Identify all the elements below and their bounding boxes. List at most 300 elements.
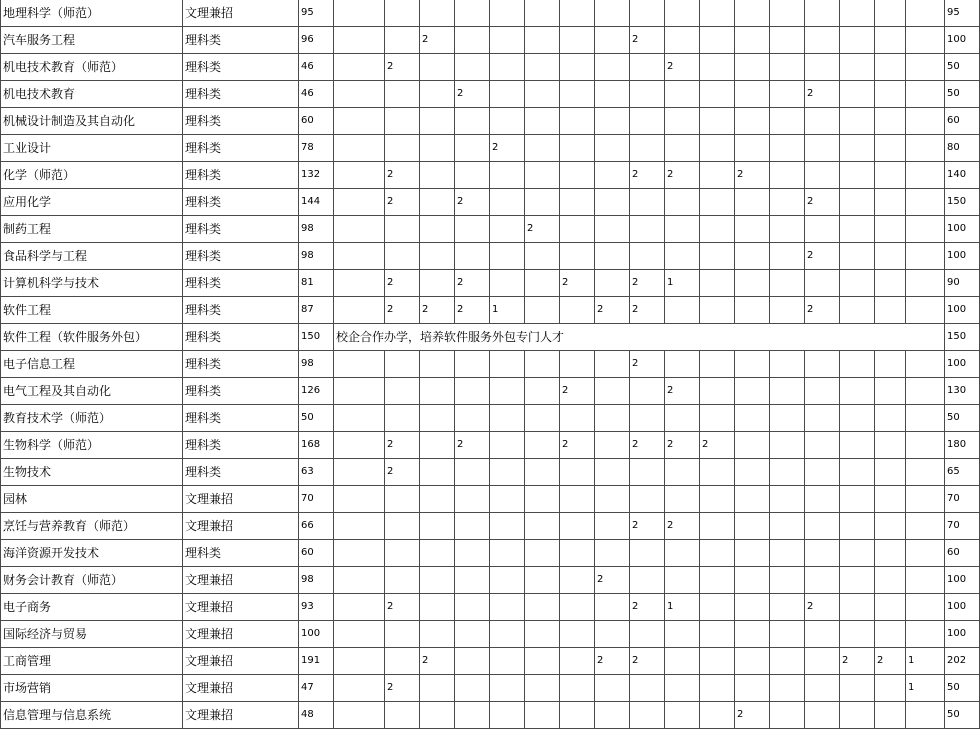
- province-quota-cell: [525, 270, 560, 297]
- province-quota-cell: [595, 81, 630, 108]
- province-quota-cell: [700, 81, 735, 108]
- province-quota-cell: [385, 135, 420, 162]
- province-quota-cell: [665, 216, 700, 243]
- province-quota-cell: [560, 459, 595, 486]
- total-count-cell: 65: [945, 459, 980, 486]
- table-row: [1, 405, 980, 432]
- province-quota-cell: [875, 162, 906, 189]
- province-quota-cell: 2: [735, 702, 770, 729]
- province-quota-cell: [665, 702, 700, 729]
- province-quota-cell: [595, 459, 630, 486]
- province-quota-cell: 2: [630, 297, 665, 324]
- province-quota-cell: [525, 162, 560, 189]
- province-quota-cell: [490, 621, 525, 648]
- province-quota-cell: [490, 702, 525, 729]
- total-count-cell: 100: [945, 567, 980, 594]
- category-cell: 文理兼招: [183, 675, 299, 702]
- province-quota-cell: [630, 540, 665, 567]
- province-quota-cell: [420, 567, 455, 594]
- province-quota-cell: [420, 81, 455, 108]
- province-quota-cell: [490, 432, 525, 459]
- plan-count-cell: 60: [299, 540, 334, 567]
- province-quota-cell: [595, 270, 630, 297]
- province-quota-cell: [420, 54, 455, 81]
- province-quota-cell: [735, 81, 770, 108]
- total-count-cell: 180: [945, 432, 980, 459]
- province-quota-cell: [735, 135, 770, 162]
- province-quota-cell: [770, 378, 805, 405]
- province-quota-cell: [700, 621, 735, 648]
- province-quota-cell: 2: [805, 594, 840, 621]
- major-name-cell: 市场营销: [1, 675, 183, 702]
- category-cell: 理科类: [183, 243, 299, 270]
- major-name-cell: 应用化学: [1, 189, 183, 216]
- province-quota-cell: [595, 621, 630, 648]
- major-name-cell: 电子信息工程: [1, 351, 183, 378]
- province-quota-cell: [385, 648, 420, 675]
- province-quota-cell: [770, 486, 805, 513]
- table-row: [1, 270, 980, 297]
- province-quota-cell: [595, 486, 630, 513]
- province-quota-cell: [525, 27, 560, 54]
- table-row: [1, 702, 980, 729]
- province-quota-cell: [525, 135, 560, 162]
- province-quota-cell: [805, 540, 840, 567]
- province-quota-cell: [906, 81, 945, 108]
- province-quota-cell: [420, 351, 455, 378]
- province-quota-cell: 2: [455, 270, 490, 297]
- province-quota-cell: [334, 297, 385, 324]
- province-quota-cell: [490, 648, 525, 675]
- province-quota-cell: [770, 513, 805, 540]
- plan-count-cell: 50: [299, 405, 334, 432]
- category-cell: 理科类: [183, 324, 299, 351]
- plan-count-cell: 87: [299, 297, 334, 324]
- province-quota-cell: [560, 594, 595, 621]
- province-quota-cell: 2: [385, 189, 420, 216]
- province-quota-cell: [840, 243, 875, 270]
- province-quota-cell: [735, 567, 770, 594]
- province-quota-cell: [334, 594, 385, 621]
- province-quota-cell: [840, 216, 875, 243]
- province-quota-cell: [805, 270, 840, 297]
- province-quota-cell: [420, 162, 455, 189]
- province-quota-cell: [420, 621, 455, 648]
- province-quota-cell: [665, 135, 700, 162]
- province-quota-cell: [595, 108, 630, 135]
- province-quota-cell: 2: [420, 27, 455, 54]
- province-quota-cell: [595, 27, 630, 54]
- province-quota-cell: [875, 621, 906, 648]
- province-quota-cell: [334, 486, 385, 513]
- province-quota-cell: [875, 54, 906, 81]
- province-quota-cell: [840, 702, 875, 729]
- total-count-cell: 90: [945, 270, 980, 297]
- province-quota-cell: [525, 648, 560, 675]
- province-quota-cell: [560, 27, 595, 54]
- province-quota-cell: [700, 648, 735, 675]
- province-quota-cell: [420, 405, 455, 432]
- province-quota-cell: [770, 135, 805, 162]
- category-cell: 理科类: [183, 405, 299, 432]
- major-name-cell: 机电技术教育（师范）: [1, 54, 183, 81]
- plan-count-cell: 126: [299, 378, 334, 405]
- province-quota-cell: 2: [385, 675, 420, 702]
- province-quota-cell: [334, 513, 385, 540]
- province-quota-cell: [770, 648, 805, 675]
- province-quota-cell: [700, 702, 735, 729]
- province-quota-cell: [334, 351, 385, 378]
- major-name-cell: 汽车服务工程: [1, 27, 183, 54]
- major-name-cell: 工商管理: [1, 648, 183, 675]
- province-quota-cell: [525, 621, 560, 648]
- province-quota-cell: 2: [630, 270, 665, 297]
- major-name-cell: 国际经济与贸易: [1, 621, 183, 648]
- province-quota-cell: [700, 0, 735, 27]
- province-quota-cell: [385, 567, 420, 594]
- province-quota-cell: [525, 513, 560, 540]
- province-quota-cell: [420, 243, 455, 270]
- province-quota-cell: [420, 378, 455, 405]
- province-quota-cell: [385, 351, 420, 378]
- province-quota-cell: [525, 54, 560, 81]
- plan-count-cell: 100: [299, 621, 334, 648]
- province-quota-cell: [455, 135, 490, 162]
- category-cell: 理科类: [183, 378, 299, 405]
- province-quota-cell: [630, 135, 665, 162]
- province-quota-cell: [595, 540, 630, 567]
- category-cell: 理科类: [183, 108, 299, 135]
- province-quota-cell: [560, 162, 595, 189]
- province-quota-cell: [630, 567, 665, 594]
- province-quota-cell: [455, 216, 490, 243]
- total-count-cell: 70: [945, 513, 980, 540]
- province-quota-cell: [770, 270, 805, 297]
- province-quota-cell: [665, 405, 700, 432]
- province-quota-cell: [490, 108, 525, 135]
- province-quota-cell: [906, 162, 945, 189]
- province-quota-cell: [700, 459, 735, 486]
- major-name-cell: 电子商务: [1, 594, 183, 621]
- category-cell: 文理兼招: [183, 594, 299, 621]
- province-quota-cell: [665, 243, 700, 270]
- major-name-cell: 计算机科学与技术: [1, 270, 183, 297]
- province-quota-cell: [334, 378, 385, 405]
- province-quota-cell: [455, 486, 490, 513]
- province-quota-cell: [420, 135, 455, 162]
- table-row: [1, 513, 980, 540]
- province-quota-cell: [700, 270, 735, 297]
- province-quota-cell: 2: [455, 81, 490, 108]
- province-quota-cell: [665, 297, 700, 324]
- major-name-cell: 软件工程: [1, 297, 183, 324]
- province-quota-cell: [525, 540, 560, 567]
- province-quota-cell: [735, 189, 770, 216]
- province-quota-cell: 2: [630, 27, 665, 54]
- province-quota-cell: [630, 702, 665, 729]
- province-quota-cell: [630, 378, 665, 405]
- category-cell: 理科类: [183, 54, 299, 81]
- province-quota-cell: [700, 297, 735, 324]
- table-row: [1, 108, 980, 135]
- province-quota-cell: [490, 0, 525, 27]
- province-quota-cell: [595, 0, 630, 27]
- province-quota-cell: [630, 405, 665, 432]
- total-count-cell: 100: [945, 243, 980, 270]
- province-quota-cell: [525, 405, 560, 432]
- province-quota-cell: [665, 351, 700, 378]
- province-quota-cell: [700, 189, 735, 216]
- province-quota-cell: [455, 108, 490, 135]
- province-quota-cell: [700, 351, 735, 378]
- province-quota-cell: [770, 162, 805, 189]
- province-quota-cell: [770, 675, 805, 702]
- province-quota-cell: [735, 378, 770, 405]
- province-quota-cell: [840, 81, 875, 108]
- province-quota-cell: [490, 27, 525, 54]
- province-quota-cell: 2: [420, 648, 455, 675]
- province-quota-cell: [595, 243, 630, 270]
- plan-count-cell: 46: [299, 81, 334, 108]
- province-quota-cell: [385, 702, 420, 729]
- category-cell: 理科类: [183, 162, 299, 189]
- province-quota-cell: [385, 216, 420, 243]
- province-quota-cell: [560, 189, 595, 216]
- province-quota-cell: [334, 648, 385, 675]
- province-quota-cell: [595, 54, 630, 81]
- province-quota-cell: [420, 216, 455, 243]
- major-name-cell: 海洋资源开发技术: [1, 540, 183, 567]
- province-quota-cell: [490, 216, 525, 243]
- plan-count-cell: 63: [299, 459, 334, 486]
- province-quota-cell: [525, 675, 560, 702]
- category-cell: 理科类: [183, 81, 299, 108]
- province-quota-cell: [840, 27, 875, 54]
- province-quota-cell: [735, 648, 770, 675]
- province-quota-cell: [525, 81, 560, 108]
- province-quota-cell: [334, 675, 385, 702]
- province-quota-cell: [770, 81, 805, 108]
- province-quota-cell: [525, 486, 560, 513]
- province-quota-cell: [875, 459, 906, 486]
- province-quota-cell: [735, 0, 770, 27]
- table-row: [1, 243, 980, 270]
- province-quota-cell: [735, 621, 770, 648]
- province-quota-cell: [525, 351, 560, 378]
- province-quota-cell: [770, 54, 805, 81]
- province-quota-cell: [805, 108, 840, 135]
- table-row: [1, 459, 980, 486]
- province-quota-cell: [665, 81, 700, 108]
- province-quota-cell: [770, 432, 805, 459]
- category-cell: 文理兼招: [183, 702, 299, 729]
- province-quota-cell: [560, 486, 595, 513]
- province-quota-cell: [875, 432, 906, 459]
- province-quota-cell: [875, 594, 906, 621]
- province-quota-cell: [840, 54, 875, 81]
- province-quota-cell: [735, 405, 770, 432]
- province-quota-cell: [770, 108, 805, 135]
- table-row: [1, 324, 980, 351]
- province-quota-cell: [735, 513, 770, 540]
- category-cell: 理科类: [183, 459, 299, 486]
- province-quota-cell: [906, 405, 945, 432]
- province-quota-cell: [805, 648, 840, 675]
- province-quota-cell: 2: [840, 648, 875, 675]
- province-quota-cell: [735, 243, 770, 270]
- province-quota-cell: [875, 0, 906, 27]
- province-quota-cell: [420, 270, 455, 297]
- plan-count-cell: 98: [299, 567, 334, 594]
- province-quota-cell: [840, 162, 875, 189]
- province-quota-cell: [906, 0, 945, 27]
- province-quota-cell: [455, 243, 490, 270]
- province-quota-cell: [840, 0, 875, 27]
- province-quota-cell: [840, 351, 875, 378]
- province-quota-cell: [420, 108, 455, 135]
- major-name-cell: 化学（师范）: [1, 162, 183, 189]
- province-quota-cell: 2: [630, 432, 665, 459]
- total-count-cell: 50: [945, 81, 980, 108]
- province-quota-cell: [805, 162, 840, 189]
- province-quota-cell: 2: [455, 432, 490, 459]
- province-quota-cell: [700, 594, 735, 621]
- province-quota-cell: [630, 216, 665, 243]
- province-quota-cell: [906, 378, 945, 405]
- province-quota-cell: [490, 54, 525, 81]
- province-quota-cell: 2: [560, 432, 595, 459]
- province-quota-cell: 2: [490, 135, 525, 162]
- province-quota-cell: [770, 567, 805, 594]
- province-quota-cell: [560, 351, 595, 378]
- province-quota-cell: 2: [805, 81, 840, 108]
- province-quota-cell: [665, 27, 700, 54]
- province-quota-cell: [490, 459, 525, 486]
- province-quota-cell: [630, 81, 665, 108]
- province-quota-cell: [490, 378, 525, 405]
- province-quota-cell: [700, 540, 735, 567]
- province-quota-cell: [334, 135, 385, 162]
- table-row: [1, 486, 980, 513]
- province-quota-cell: [700, 108, 735, 135]
- province-quota-cell: [770, 0, 805, 27]
- province-quota-cell: [490, 540, 525, 567]
- province-quota-cell: 2: [665, 378, 700, 405]
- province-quota-cell: [735, 594, 770, 621]
- province-quota-cell: [455, 675, 490, 702]
- province-quota-cell: [700, 513, 735, 540]
- province-quota-cell: 2: [420, 297, 455, 324]
- total-count-cell: 100: [945, 216, 980, 243]
- province-quota-cell: 2: [560, 378, 595, 405]
- province-quota-cell: [420, 486, 455, 513]
- province-quota-cell: 2: [630, 351, 665, 378]
- province-quota-cell: [906, 216, 945, 243]
- major-name-cell: 生物技术: [1, 459, 183, 486]
- total-count-cell: 100: [945, 351, 980, 378]
- province-quota-cell: [770, 189, 805, 216]
- province-quota-cell: [840, 486, 875, 513]
- table-row: [1, 54, 980, 81]
- province-quota-cell: [455, 594, 490, 621]
- province-quota-cell: 1: [906, 648, 945, 675]
- province-quota-cell: [665, 540, 700, 567]
- remark-cell: 校企合作办学，培养软件服务外包专门人才: [334, 324, 945, 351]
- table-row: [1, 540, 980, 567]
- province-quota-cell: [455, 459, 490, 486]
- province-quota-cell: [595, 216, 630, 243]
- province-quota-cell: 2: [665, 54, 700, 81]
- province-quota-cell: [906, 270, 945, 297]
- province-quota-cell: [906, 351, 945, 378]
- province-quota-cell: [665, 675, 700, 702]
- province-quota-cell: [334, 405, 385, 432]
- province-quota-cell: [420, 459, 455, 486]
- province-quota-cell: [805, 567, 840, 594]
- province-quota-cell: [875, 297, 906, 324]
- province-quota-cell: 2: [385, 54, 420, 81]
- major-name-cell: 园林: [1, 486, 183, 513]
- table-row: [1, 135, 980, 162]
- province-quota-cell: [490, 594, 525, 621]
- major-name-cell: 生物科学（师范）: [1, 432, 183, 459]
- province-quota-cell: [490, 675, 525, 702]
- province-quota-cell: [735, 540, 770, 567]
- province-quota-cell: [630, 621, 665, 648]
- province-quota-cell: [385, 540, 420, 567]
- category-cell: 理科类: [183, 297, 299, 324]
- province-quota-cell: [630, 189, 665, 216]
- province-quota-cell: [334, 81, 385, 108]
- major-name-cell: 软件工程（软件服务外包）: [1, 324, 183, 351]
- province-quota-cell: [700, 567, 735, 594]
- major-name-cell: 地理科学（师范）: [1, 0, 183, 27]
- province-quota-cell: [770, 243, 805, 270]
- province-quota-cell: 2: [525, 216, 560, 243]
- province-quota-cell: [735, 270, 770, 297]
- major-name-cell: 工业设计: [1, 135, 183, 162]
- province-quota-cell: [455, 702, 490, 729]
- province-quota-cell: [770, 351, 805, 378]
- province-quota-cell: [595, 189, 630, 216]
- province-quota-cell: [700, 243, 735, 270]
- province-quota-cell: [420, 432, 455, 459]
- category-cell: 理科类: [183, 351, 299, 378]
- province-quota-cell: [840, 432, 875, 459]
- table-row: [1, 378, 980, 405]
- province-quota-cell: [875, 540, 906, 567]
- province-quota-cell: [906, 513, 945, 540]
- province-quota-cell: 2: [385, 594, 420, 621]
- province-quota-cell: 2: [665, 162, 700, 189]
- province-quota-cell: [560, 513, 595, 540]
- province-quota-cell: [840, 621, 875, 648]
- province-quota-cell: [455, 567, 490, 594]
- province-quota-cell: 2: [385, 162, 420, 189]
- plan-count-cell: 168: [299, 432, 334, 459]
- table-row: [1, 0, 980, 27]
- table-row: [1, 675, 980, 702]
- province-quota-cell: [560, 216, 595, 243]
- province-quota-cell: 1: [665, 270, 700, 297]
- province-quota-cell: [906, 486, 945, 513]
- province-quota-cell: [455, 351, 490, 378]
- province-quota-cell: [700, 162, 735, 189]
- province-quota-cell: [906, 702, 945, 729]
- province-quota-cell: [735, 351, 770, 378]
- province-quota-cell: [700, 378, 735, 405]
- province-quota-cell: [700, 54, 735, 81]
